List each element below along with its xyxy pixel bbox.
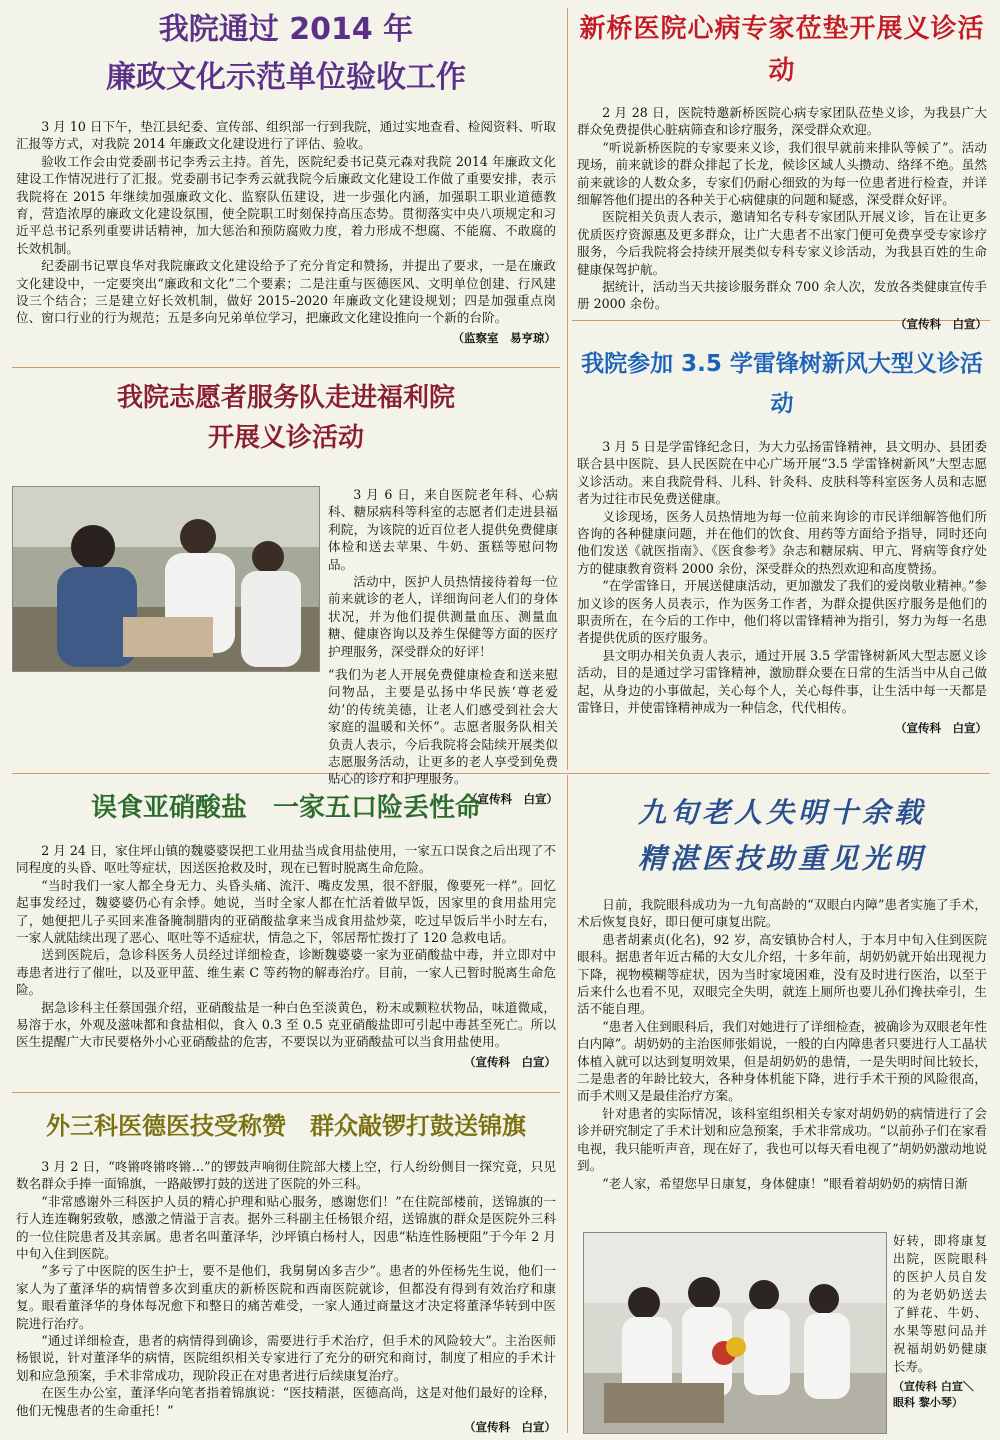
paragraph: “多亏了中医院的医生护士，要不是他们，我舅舅凶多吉少”。患者的外侄杨先生说，他们一家人为了董泽华的病情曾多次到重庆的新桥医院和西南医院就诊，但都没有得到有效治疗和康复。眼看董泽华的身体每况愈下和整日的痛苦难受，一家人通过商量这才决定将董泽华转到中医院进行治疗。 xyxy=(16,1263,556,1331)
article-body-cont xyxy=(12,666,558,807)
article-body xyxy=(328,486,558,660)
paragraph: 验收工作会由党委副书记李秀云主持。首先，医院纪委书记莫元森对我院 2014 年廉政文化建设工作情况进行了汇报。党委副书记李秀云就我院今后廉政文化建设工作做了重要安排，表示我院将在 2015 年继续加强廉政文化、监察队伍建设，进一步强化内涵，加强职工职业道德教育，营造浓厚的廉政文化建设氛围，使全院职工时刻保持高压态势。贯彻落实中央八项规定和习近平总书记系列重要讲话精神，加大惩治和预防腐败力度，着力形成不想腐、不能腐、不敢腐的长效机制。 xyxy=(16,153,556,256)
article-nitrite xyxy=(12,788,560,1088)
article-title: 外三科医德医技受称赞 群众敲锣打鼓送锦旗 xyxy=(46,1112,526,1140)
article-body-side xyxy=(893,1232,987,1411)
paragraph: “通过详细检查，患者的病情得到确诊，需要进行手术治疗，但手术的风险较大”。主治医师杨银说，针对董泽华的病情，医院组织相关专家进行了充分的研究和商讨，制度了相应的手术计划和应急预案，手术非常成功，现阶段正在对患者进行后续康复治疗。 xyxy=(16,1333,556,1383)
paragraph: 在医生办公室，董泽华向笔者指着锦旗说：“医技精湛，医德高尚，这是对他们最好的诠释，他们无愧患者的生命重托！” xyxy=(16,1385,556,1418)
article-body xyxy=(12,1158,560,1435)
paragraph: 活动中，医护人员热情接待着每一位前来就诊的老人，详细询问老人们的身体状况，并为他们提供测量血压、测量血糖、健康咨询以及养生保健等方面的医疗护理服务，深受群众的好评！ xyxy=(328,574,558,659)
article-title: 误食亚硝酸盐 一家五口险丢性命 xyxy=(90,793,481,823)
paragraph: 据统计，活动当天共接诊服务群众 700 余人次，发放各类健康宣传手册 2000 余份。 xyxy=(577,279,987,312)
article-leifeng xyxy=(573,344,991,764)
article-xinqiao xyxy=(573,8,991,331)
column-divider-bottom xyxy=(567,775,568,1433)
article-title: 我院参加 3.5 学雷锋树新风大型义诊活动 xyxy=(581,351,983,417)
paragraph: 送到医院后，急诊科医务人员经过详细检查，诊断魏婆婆一家为亚硝酸盐中毒，并立即对中毒患者进行了催吐，以及亚甲蓝、维生素 C 等药物的解毒治疗。目前，一家人已暂时脱离生命危险。 xyxy=(16,947,556,998)
paragraph: “我们为老人开展免费健康检查和送来慰问物品，主要是弘扬中华民族‘尊老爱幼’的传统美德，让老人们感受到社会大家庭的温暖和关怀”。志愿者服务队相关负责人表示，今后我院将会陆续开展类似志愿服务活动，让更多的老人享受到免费贴心的诊疗和护理服务。 xyxy=(328,667,558,787)
article-signature: （宣传科 白宣＼ xyxy=(893,1380,974,1393)
article-body xyxy=(573,104,991,332)
article-body xyxy=(12,842,560,1070)
article-signature: （宣传科 白宣） xyxy=(895,316,987,331)
divider-left-2 xyxy=(12,1092,560,1093)
article-volunteer xyxy=(12,378,560,806)
paragraph: “在学雷锋日，开展送健康活动，更加激发了我们的爱岗敬业精神。”参加义诊的医务人员表示，作为医务工作者，为群众提供医疗服务是他们的职责所在，在今后的工作中，他们将以雷锋精神为指引，努力为每一名患者提供优质的医疗服务。 xyxy=(577,578,987,646)
article-signature-line2: 眼科 黎小琴） xyxy=(893,1396,963,1409)
divider-left-1 xyxy=(12,367,560,368)
column-divider-middle xyxy=(567,320,568,770)
volunteer-photo xyxy=(12,486,320,672)
article-body xyxy=(573,438,991,736)
paragraph: 3 月 6 日，来自医院老年科、心病科、糖尿病科等科室的志愿者们走进县福利院，为该院的近百位老人提供免费健康体检和送去苹果、牛奶、蛋糕等慰问物品。 xyxy=(328,487,558,572)
article-body xyxy=(12,118,560,346)
article-title-line2: 廉政文化示范单位验收工作 xyxy=(106,60,466,95)
paragraph: “老人家，希望您早日康复，身体健康！”眼看着胡奶奶的病情日渐 xyxy=(602,1175,968,1191)
article-signature: （宣传科 白宣） xyxy=(466,791,558,806)
paragraph: 好转，即将康复出院，医院眼科的医护人员自发的为老奶奶送去了鲜花、牛奶、水果等慰问品并祝福胡奶奶健康长寿。 xyxy=(893,1233,987,1374)
article-lianzheng xyxy=(12,6,560,364)
paragraph: 患者胡素贞(化名)，92 岁，高安镇协合村人，于本月中旬入住到医院眼科。据患者年近古稀的大女儿介绍，十多年前，胡奶奶就开始出现视力下降，视物模糊等症状，因为当时家境困难，没有及时进行医治，以至于后来什么也看不见，双眼完全失明，就连上厕所也要儿孙们搀扶牵引，生活不能自理。 xyxy=(577,931,987,1017)
article-signature: （宣传科 白宣） xyxy=(464,1420,556,1435)
paragraph: 据急诊科主任蔡国强介绍，亚硝酸盐是一种白色至淡黄色，粉末或颗粒状物品，味道微咸，易溶于水，外观及滋味都和食盐相似，食入 0.3 至 0.5 克亚硝酸盐即可引起中毒甚至死亡。所以医生提醒广大市民要格外小心亚硝酸盐的危害，不要误以为亚硝酸盐可以当食用盐使用。 xyxy=(16,999,556,1050)
paragraph: “听说新桥医院的专家要来义诊，我们很早就前来排队等候了”。活动现场，前来就诊的群众排起了长龙，候诊区域人头攒动、络绎不绝。虽然前来就诊的人数众多，专家们仍耐心细致的为每一位患者进行检查，并详细解答他们提出的各种关于心病健康的问题和疑惑，深受群众好评。 xyxy=(577,139,987,208)
paragraph: 义诊现场，医务人员热情地为每一位前来询诊的市民详细解答他们所咨询的各种健康问题，并在他们的饮食、用药等方面给予指导，同时还向他们发送《就医指南》、《医食参考》杂志和糖尿病、甲亢、肾病等食疗处方的健康教育资料 2000 余份，深受群众的热烈欢迎和高度赞扬。 xyxy=(577,508,987,576)
article-signature: （宣传科 白宣） xyxy=(464,1054,556,1069)
paragraph: 纪委副书记覃良华对我院廉政文化建设给予了充分肯定和赞扬，并提出了要求，一是在廉政文化建设中，一定要突出“廉政和文化”二个要素；二是注重与医德医风、文明单位创建、行风建设三个结合；三是建立好长效机制，做好 2015–2020 年廉政文化建设规划；四是加强重点岗位、窗口行业的行为规范；五是多向兄弟单位学习，把廉政文化建设推向一个新的台阶。 xyxy=(16,258,556,326)
article-title-line2: 开展义诊活动 xyxy=(207,423,364,453)
paragraph: 县文明办相关负责人表示，通过开展 3.5 学雷锋树新风大型志愿义诊活动，目的是通过学习雷锋精神，激励群众要在日常的生活当中从自己做起，从身边的小事做起，关心每个人，关心每件事，让生活中每一天都是雷锋日，并使雷锋精神成为一种信念，代代相传。 xyxy=(577,647,987,716)
article-title: 我院通过 2014 年 xyxy=(158,12,414,47)
article-signature: （宣传科 白宣） xyxy=(895,720,987,735)
paragraph: 2 月 28 日，医院特邀新桥医院心病专家团队莅垫义诊，为我县广大群众免费提供心脏病筛查和诊疗服务，深受群众欢迎。 xyxy=(577,105,987,138)
article-cataract xyxy=(573,790,991,1436)
paragraph: 2 月 24 日，家住坪山镇的魏婆婆误把工业用盐当成食用盐使用，一家五口误食之后出现了不同程度的头昏、呕吐等症状，因送医抢救及时，现在已暂时脱离生命危险。 xyxy=(16,843,556,876)
paragraph: 针对患者的实际情况，该科室组织相关专家对胡奶奶的病情进行了会诊并研究制定了手术计划和应急预案，手术非常成功。“以前孙子们在家看电视，我只能听声音，现在好了，我也可以每天看电视了”胡奶奶激动地说到。 xyxy=(577,1105,987,1174)
article-title: 新桥医院心病专家莅垫开展义诊活动 xyxy=(579,14,985,86)
paragraph: “当时我们一家人都全身无力、头昏头痛、流汗、嘴皮发黑，很不舒服，像要死一样”。回忆起事发经过，魏婆婆仍心有余悸。她说，当时全家人都在忙活着做早饭，因家里的食用盐用完了，她便把儿子买回来准备腌制腊肉的亚硝酸盐拿来当成食用盐炒菜，吃过早饭后半小时左右，一家人就陆续出现了恶心、呕吐等不适症状，情急之下，邻居帮忙拨打了 120 急救电话。 xyxy=(16,877,556,946)
article-body xyxy=(573,896,991,1192)
article-signature: （监察室 易亨琼） xyxy=(452,330,556,345)
paragraph: 3 月 2 日，“咚锵咚锵咚锵…”的锣鼓声响彻住院部大楼上空，行人纷纷侧目一探究竟，只见数名群众手捧一面锦旗，一路敲锣打鼓的送进了医院的外三科。 xyxy=(16,1159,556,1192)
article-title: 九旬老人失明十余载 xyxy=(637,796,926,829)
paragraph: 医院相关负责人表示，邀请知名专科专家团队开展义诊，旨在让更多优质医疗资源惠及更多群众，让广大患者不出家门便可免费享受专家诊疗服务，今后我院将会持续开展类似专科专家义诊活动，为我县百姓的生命健康保驾护航。 xyxy=(577,209,987,277)
paragraph: 3 月 5 日是学雷锋纪念日，为大力弘扬雷锋精神，县文明办、县团委联合县中医院、县人民医院在中心广场开展“3.5 学雷锋树新风”大型志愿义诊活动。来自我院骨科、儿科、针灸科、皮肤科等科室医务人员和志愿者为过往市民免费送健康。 xyxy=(577,439,987,507)
article-title: 我院志愿者服务队走进福利院 xyxy=(116,383,455,413)
paragraph: “非常感谢外三科医护人员的精心护理和贴心服务，感谢您们！”在住院部楼前，送锦旗的一行人连连鞠躬致敬，感激之情溢于言表。据外三科副主任杨银介绍，送锦旗的群众是医院外三科的一位住院患者及其亲属。患者名叫董泽华，沙坪镇白杨村人，因患“粘连性肠梗阻”于今年 2 月中旬入住到医院。 xyxy=(16,1193,556,1262)
paragraph: “患者入住到眼科后，我们对她进行了详细检查，被确诊为双眼老年性白内障”。胡奶奶的主治医师张娟说，一般的白内障患者只要进行人工晶状体植入就可以达到复明效果，但是胡奶奶的患情，一是失明时间比较长，二是患者的年龄比较大，各种身体机能下降，进行手术干预的风险很高，而手术则又是最佳治疗方案。 xyxy=(577,1018,987,1104)
paragraph: 日前，我院眼科成功为一九旬高龄的“双眼白内障”患者实施了手术，术后恢复良好，即日便可康复出院。 xyxy=(577,897,987,930)
paragraph: 3 月 10 日下午，垫江县纪委、宣传部、组织部一行到我院，通过实地查看、检阅资料、听取汇报等方式，对我院 2014 年廉政文化建设进行了评估、验收。 xyxy=(16,119,556,152)
cataract-photo xyxy=(583,1232,887,1434)
article-waisanke xyxy=(12,1106,560,1436)
article-title-line2: 精湛医技助重见光明 xyxy=(637,842,926,875)
